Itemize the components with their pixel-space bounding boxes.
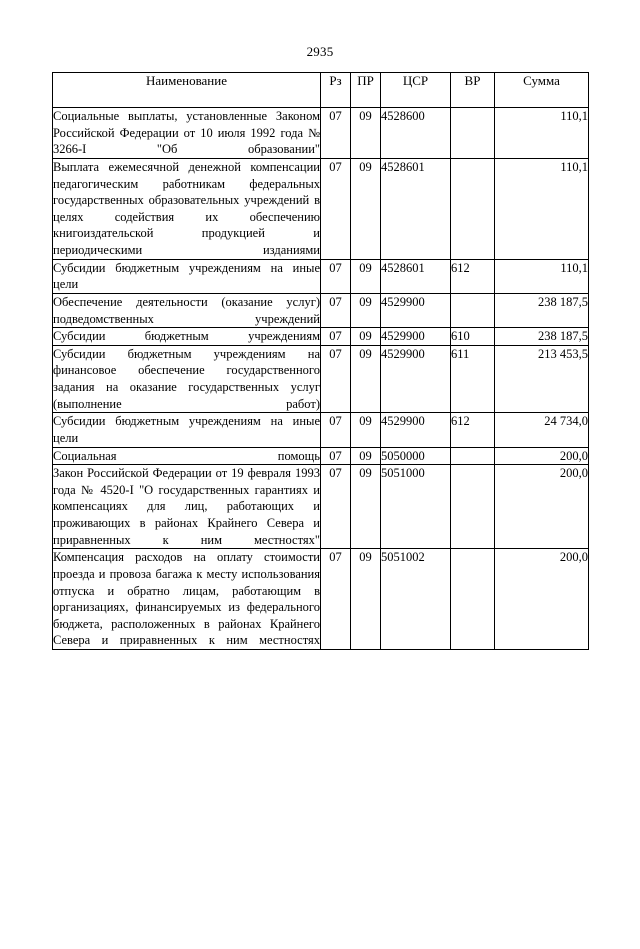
table-row	[53, 158, 589, 259]
cell-csr: 4529900	[381, 345, 451, 413]
cell-sum: 110,1	[495, 259, 589, 293]
cell-csr: 5051002	[381, 549, 451, 650]
cell-name: Закон Российской Федерации от 19 февраля 1993 года № 4520-I "О государственных гарантиях и компенсациях для лиц, работающих и проживающих в районах Крайнего Севера и приравненных к ним местностях"	[53, 465, 321, 549]
cell-csr: 4528601	[381, 158, 451, 259]
table-row	[53, 293, 589, 327]
cell-sum: 213 453,5	[495, 345, 589, 413]
cell-pr: 09	[351, 345, 381, 413]
cell-vr	[451, 465, 495, 549]
cell-csr: 5051000	[381, 465, 451, 549]
cell-rz: 07	[321, 293, 351, 327]
cell-name: Субсидии бюджетным учреждениям	[53, 328, 321, 346]
cell-csr: 4529900	[381, 293, 451, 327]
table-row	[53, 465, 589, 549]
cell-csr: 5050000	[381, 447, 451, 465]
cell-sum: 238 187,5	[495, 293, 589, 327]
cell-sum: 110,1	[495, 158, 589, 259]
cell-rz: 07	[321, 465, 351, 549]
cell-sum: 238 187,5	[495, 328, 589, 346]
table-row	[53, 447, 589, 465]
cell-vr	[451, 293, 495, 327]
cell-vr: 612	[451, 259, 495, 293]
cell-vr: 612	[451, 413, 495, 447]
cell-vr	[451, 447, 495, 465]
cell-name: Субсидии бюджетным учреждениям на финансовое обеспечение государственного задания на оказание государственных услуг (выполнение работ)	[53, 345, 321, 413]
column-header-name: Наименование	[53, 73, 321, 108]
cell-sum: 200,0	[495, 549, 589, 650]
cell-rz: 07	[321, 328, 351, 346]
column-header-sum: Сумма	[495, 73, 589, 108]
cell-rz: 07	[321, 158, 351, 259]
cell-rz: 07	[321, 345, 351, 413]
column-header-pr: ПР	[351, 73, 381, 108]
cell-pr: 09	[351, 158, 381, 259]
cell-pr: 09	[351, 465, 381, 549]
cell-rz: 07	[321, 259, 351, 293]
cell-csr: 4529900	[381, 328, 451, 346]
cell-vr	[451, 158, 495, 259]
cell-sum: 200,0	[495, 465, 589, 549]
cell-pr: 09	[351, 413, 381, 447]
cell-vr	[451, 549, 495, 650]
cell-rz: 07	[321, 413, 351, 447]
cell-name: Социальные выплаты, установленные Законом Российской Федерации от 10 июля 1992 года № 3266-I "Об образовании"	[53, 108, 321, 159]
cell-csr: 4528600	[381, 108, 451, 159]
cell-sum: 24 734,0	[495, 413, 589, 447]
cell-sum: 110,1	[495, 108, 589, 159]
table-body	[53, 108, 589, 650]
page-number: 2935	[306, 44, 334, 59]
budget-table	[52, 72, 589, 650]
cell-vr: 610	[451, 328, 495, 346]
budget-table-container	[52, 72, 588, 650]
table-header-row	[53, 73, 589, 108]
column-header-rz: Рз	[321, 73, 351, 108]
cell-name: Социальная помощь	[53, 447, 321, 465]
cell-csr: 4529900	[381, 413, 451, 447]
table-row	[53, 259, 589, 293]
table-header	[53, 73, 589, 108]
cell-csr: 4528601	[381, 259, 451, 293]
table-row	[53, 413, 589, 447]
table-row	[53, 108, 589, 159]
column-header-csr: ЦСР	[381, 73, 451, 108]
column-header-vr: ВР	[451, 73, 495, 108]
cell-pr: 09	[351, 259, 381, 293]
cell-rz: 07	[321, 447, 351, 465]
cell-rz: 07	[321, 108, 351, 159]
cell-rz: 07	[321, 549, 351, 650]
cell-pr: 09	[351, 447, 381, 465]
cell-pr: 09	[351, 328, 381, 346]
cell-sum: 200,0	[495, 447, 589, 465]
table-row	[53, 345, 589, 413]
document-page	[0, 44, 640, 949]
cell-pr: 09	[351, 108, 381, 159]
cell-name: Обеспечение деятельности (оказание услуг) подведомственных учреждений	[53, 293, 321, 327]
cell-name: Компенсация расходов на оплату стоимости проезда и провоза багажа к месту использования отпуска и обратно лицам, работающим в организациях, финансируемых из федерального бюджета, расположенных в районах Крайнего Севера и приравненных к ним местностях	[53, 549, 321, 650]
cell-vr: 611	[451, 345, 495, 413]
cell-name: Выплата ежемесячной денежной компенсации педагогическим работникам федеральных государственных образовательных учреждений в целях содействия их обеспечению книгоиздательской продукцией и периодическими изданиями	[53, 158, 321, 259]
cell-pr: 09	[351, 293, 381, 327]
cell-pr: 09	[351, 549, 381, 650]
table-row	[53, 549, 589, 650]
cell-name: Субсидии бюджетным учреждениям на иные цели	[53, 413, 321, 447]
cell-name: Субсидии бюджетным учреждениям на иные цели	[53, 259, 321, 293]
cell-vr	[451, 108, 495, 159]
table-row	[53, 328, 589, 346]
